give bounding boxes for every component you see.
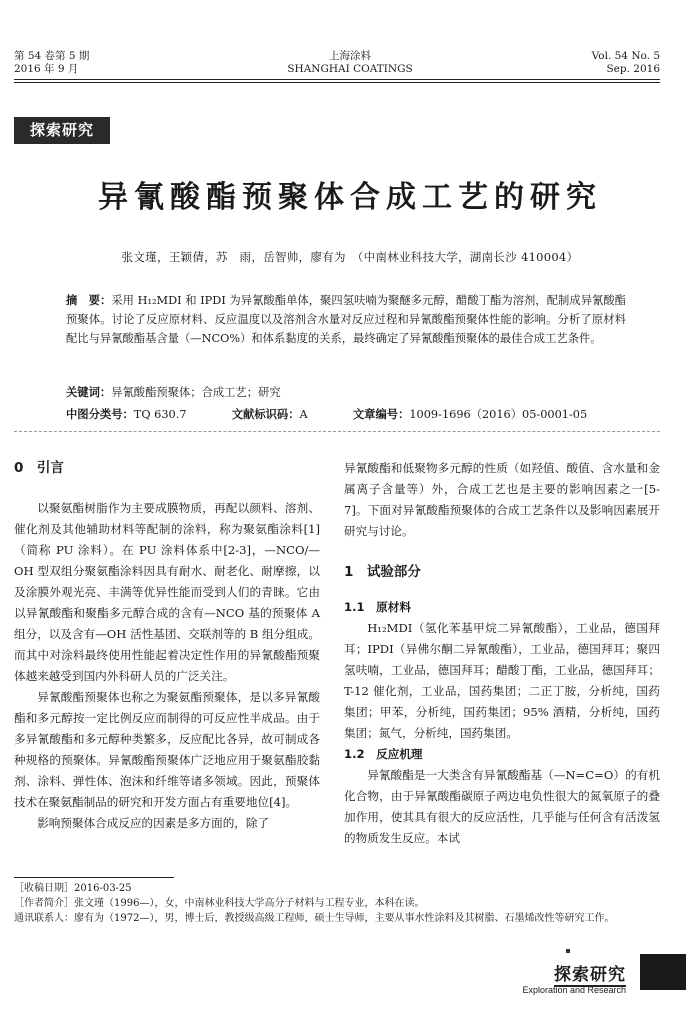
intro-paragraph-1: 以聚氨酯树脂作为主要成膜物质，再配以颜料、溶剂、催化剂及其他辅助材料等配制的涂料，称为聚氨酯涂料[1]（简称 PU 涂料）。在 PU 涂料体系中[2-3]，—NCO/—OH 型双组分聚氨酯涂料因具有耐水、耐老化、耐摩擦，以及涂膜外观光亮、丰满等优异性能而受到人们的青睐。它由以异氰酸酯和聚酯多元醇合成的含有—NCO 基的预聚体 A 组分，以及含有—OH 活性基团、交联剂等的 B 组分组成。而其中对涂料最终使用性能起着决定性作用的异氰酸酯预聚体越来越受到国内外科研人员的广泛关注。: [14, 501, 320, 683]
footnote-author-intro: ［作者简介］张文瑾（1996—），女，中南林业科技大学高分子材料与工程专业，本科在读。: [14, 898, 425, 909]
abstract-label: 摘 要：: [66, 294, 112, 307]
article-number-value: 1009-1696（2016）05-0001-05: [409, 408, 588, 421]
mechanism-paragraph: 异氰酸酯是一大类含有异氰酸酯基（—N=C=O）的有机化合物，由于异氰酸酯碳原子两边电负性很大的氮氧原子的叠加作用，使其具有很大的反应活性，几乎能与任何含有活泼氢的物质发生反应。本试: [344, 768, 660, 845]
volume-issue: 第 54 卷第 5 期: [14, 50, 90, 62]
authors-affiliation: 张文瑾，王颖倩，苏 雨，岳智帅，廖有为 （中南林业科技大学，湖南长沙 410004）: [121, 250, 579, 264]
header-rule-thick: [14, 79, 660, 80]
journal-volume-en: [592, 50, 660, 76]
section-tag: 探索研究: [14, 117, 110, 144]
right-column: [344, 458, 660, 849]
abstract-divider: [14, 431, 660, 432]
footer-column-subtitle: Exploration and Research: [522, 985, 626, 995]
decorative-dot: [566, 949, 570, 953]
volume-en: Vol. 54 No. 5: [591, 50, 660, 62]
header-rule-thin: [14, 82, 660, 83]
materials-paragraph: H₁₂MDI（氢化苯基甲烷二异氰酸酯），工业品，德国拜耳；IPDI（异佛尔酮二异氰酸酯），工业品，德国拜耳；聚四氢呋喃，工业品，德国拜耳；醋酸丁酯，工业品，德国拜耳；T-12 催化剂，工业品，国药集团；二正丁胺，分析纯，国药集团；甲苯，分析纯，国药集团；95% 酒精，分析纯，国药集团；氮气，分析纯，国药集团。: [344, 621, 660, 740]
date-en: Sep. 2016: [606, 63, 660, 75]
issue-date: 2016 年 9 月: [14, 63, 79, 75]
doc-code-label: 文献标识码：: [231, 408, 300, 421]
footnote-received: ［收稿日期］2016-03-25: [14, 883, 132, 894]
journal-name-en: SHANGHAI COATINGS: [287, 63, 413, 75]
intro-continued-paragraph: 异氰酸酯和低聚物多元醇的性质（如羟值、酸值、含水量和金属离子含量等）外，合成工艺也是主要的影响因素之一[5-7]。下面对异氰酸酯预聚体的合成工艺条件以及影响因素展开研究与讨论。: [344, 461, 660, 538]
keywords-label: 关键词：: [66, 386, 112, 399]
classification-line: [66, 406, 626, 422]
doc-code-value: A: [299, 408, 308, 421]
article-number-label: 文章编号：: [352, 408, 410, 421]
footnote-contact: 通讯联系人：廖有为（1972—），男，博士后，教授级高级工程师，硕士生导师，主要从事水性涂料及其树脂、石墨烯改性等研究工作。: [14, 913, 615, 924]
journal-name-cn: 上海涂料: [329, 50, 371, 62]
subsection-heading-materials: 1.1 原材料: [344, 600, 411, 614]
paper-title: 异氰酸酯预聚体合成工艺的研究: [98, 180, 602, 215]
clc-value: TQ 630.7: [133, 408, 187, 421]
keywords-text: 异氰酸酯预聚体；合成工艺；研究: [111, 386, 281, 399]
page-edge-tab: [640, 954, 686, 990]
footer-column-logo: 探索研究: [554, 960, 626, 987]
footnote-rule: [14, 877, 174, 878]
subsection-heading-mechanism: 1.2 反应机理: [344, 747, 423, 761]
intro-paragraph-2: 异氰酸酯预聚体也称之为聚氨酯预聚体，是以多异氰酸酯和多元醇按一定比例反应而制得的可反应性半成品。由于多异氰酸酯和多元醇种类繁多，反应配比各异，故可制成各种规格的预聚体。异氰酸酯预聚体广泛地应用于聚氨酯胶黏剂、涂料、弹性体、泡沫和纤维等诸多领域。因此，预聚体技术在聚氨酯制品的研究和开发方面占有重要地位[4]。: [14, 690, 320, 809]
clc-label: 中图分类号：: [66, 408, 134, 421]
abstract: [66, 291, 626, 348]
left-column: [14, 458, 320, 834]
intro-paragraph-3: 影响预聚体合成反应的因素是多方面的，除了: [37, 816, 270, 830]
section-heading-intro: 0 引言: [14, 460, 64, 476]
abstract-text: 采用 H₁₂MDI 和 IPDI 为异氰酸酯单体，聚四氢呋喃为聚醚多元醇，醋酸丁酯为溶剂，配制成异氰酸酯预聚体。讨论了反应原材料、反应温度以及溶剂含水量对反应过程和异氰酸酯预聚体性能的影响。分析了原材料配比与异氰酸酯基含量（—NCO%）和体系黏度的关系，最终确定了异氰酸酯预聚体的最佳合成工艺条件。: [66, 294, 626, 345]
section-heading-experiment: 1 试验部分: [344, 564, 421, 580]
keywords: [66, 384, 281, 400]
